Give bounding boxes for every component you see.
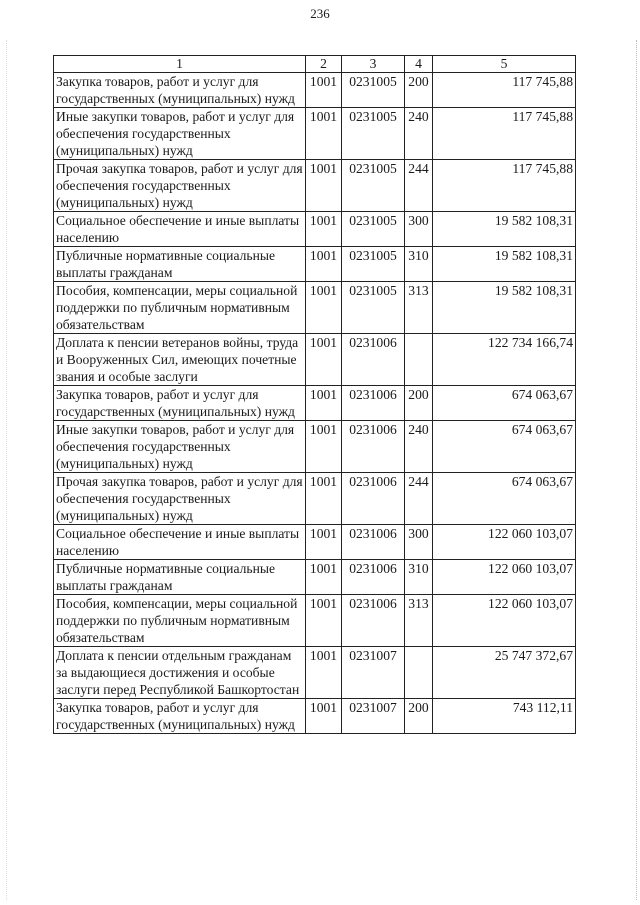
row-section-code: 1001 xyxy=(306,595,342,647)
column-header-2: 2 xyxy=(306,56,342,73)
row-target-code: 0231006 xyxy=(342,421,405,473)
row-section-code: 1001 xyxy=(306,212,342,247)
row-amount: 25 747 372,67 xyxy=(433,647,576,699)
row-description: Закупка товаров, работ и услуг для государственных (муниципальных) нужд xyxy=(54,699,306,734)
row-amount: 743 112,11 xyxy=(433,699,576,734)
row-expense-type: 300 xyxy=(405,525,433,560)
row-expense-type: 240 xyxy=(405,108,433,160)
row-expense-type: 310 xyxy=(405,560,433,595)
row-description: Иные закупки товаров, работ и услуг для обеспечения государственных (муниципальных) нужд xyxy=(54,108,306,160)
row-target-code: 0231005 xyxy=(342,282,405,334)
row-description: Социальное обеспечение и иные выплаты населению xyxy=(54,525,306,560)
row-section-code: 1001 xyxy=(306,647,342,699)
row-expense-type: 200 xyxy=(405,699,433,734)
table-row xyxy=(54,560,576,595)
page-number: 236 xyxy=(310,6,330,21)
table-row xyxy=(54,334,576,386)
row-target-code: 0231005 xyxy=(342,160,405,212)
row-expense-type: 313 xyxy=(405,282,433,334)
row-description: Закупка товаров, работ и услуг для государственных (муниципальных) нужд xyxy=(54,386,306,421)
row-description: Доплата к пенсии отдельным гражданам за выдающиеся достижения и особые заслуги перед Республикой Башкортостан xyxy=(54,647,306,699)
row-expense-type xyxy=(405,334,433,386)
row-amount: 19 582 108,31 xyxy=(433,212,576,247)
row-description: Закупка товаров, работ и услуг для государственных (муниципальных) нужд xyxy=(54,73,306,108)
row-expense-type: 200 xyxy=(405,73,433,108)
row-description: Иные закупки товаров, работ и услуг для обеспечения государственных (муниципальных) нужд xyxy=(54,421,306,473)
row-amount: 117 745,88 xyxy=(433,73,576,108)
column-header-4: 4 xyxy=(405,56,433,73)
table-row xyxy=(54,647,576,699)
row-target-code: 0231006 xyxy=(342,525,405,560)
table-row xyxy=(54,73,576,108)
row-target-code: 0231005 xyxy=(342,108,405,160)
row-target-code: 0231006 xyxy=(342,560,405,595)
row-amount: 122 060 103,07 xyxy=(433,560,576,595)
row-section-code: 1001 xyxy=(306,560,342,595)
row-section-code: 1001 xyxy=(306,699,342,734)
table-row xyxy=(54,699,576,734)
row-section-code: 1001 xyxy=(306,282,342,334)
row-target-code: 0231006 xyxy=(342,386,405,421)
table-body xyxy=(54,73,576,734)
table-row xyxy=(54,595,576,647)
table-row xyxy=(54,386,576,421)
row-amount: 122 060 103,07 xyxy=(433,595,576,647)
row-section-code: 1001 xyxy=(306,473,342,525)
row-target-code: 0231007 xyxy=(342,647,405,699)
row-amount: 19 582 108,31 xyxy=(433,247,576,282)
table-row xyxy=(54,212,576,247)
row-target-code: 0231005 xyxy=(342,247,405,282)
row-section-code: 1001 xyxy=(306,247,342,282)
row-expense-type: 244 xyxy=(405,473,433,525)
table-header-row xyxy=(54,56,576,73)
row-expense-type: 313 xyxy=(405,595,433,647)
table-row xyxy=(54,247,576,282)
scan-edge-right xyxy=(634,40,637,900)
row-expense-type: 310 xyxy=(405,247,433,282)
row-amount: 674 063,67 xyxy=(433,473,576,525)
row-amount: 19 582 108,31 xyxy=(433,282,576,334)
column-header-3: 3 xyxy=(342,56,405,73)
row-amount: 122 060 103,07 xyxy=(433,525,576,560)
budget-table xyxy=(53,55,576,734)
row-expense-type: 200 xyxy=(405,386,433,421)
row-expense-type: 244 xyxy=(405,160,433,212)
table-row xyxy=(54,525,576,560)
row-target-code: 0231007 xyxy=(342,699,405,734)
table-row xyxy=(54,282,576,334)
row-expense-type: 300 xyxy=(405,212,433,247)
row-amount: 674 063,67 xyxy=(433,421,576,473)
row-section-code: 1001 xyxy=(306,334,342,386)
row-amount: 674 063,67 xyxy=(433,386,576,421)
row-amount: 122 734 166,74 xyxy=(433,334,576,386)
column-header-1: 1 xyxy=(54,56,306,73)
scan-edge-left xyxy=(6,40,9,900)
row-description: Социальное обеспечение и иные выплаты населению xyxy=(54,212,306,247)
table-row xyxy=(54,473,576,525)
row-description: Публичные нормативные социальные выплаты гражданам xyxy=(54,247,306,282)
row-description: Доплата к пенсии ветеранов войны, труда и Вооруженных Сил, имеющих почетные звания и особые заслуги xyxy=(54,334,306,386)
row-description: Прочая закупка товаров, работ и услуг для обеспечения государственных (муниципальных) нужд xyxy=(54,160,306,212)
row-target-code: 0231006 xyxy=(342,595,405,647)
row-target-code: 0231005 xyxy=(342,73,405,108)
row-target-code: 0231006 xyxy=(342,334,405,386)
row-description: Пособия, компенсации, меры социальной поддержки по публичным нормативным обязательствам xyxy=(54,595,306,647)
row-target-code: 0231006 xyxy=(342,473,405,525)
row-section-code: 1001 xyxy=(306,108,342,160)
row-target-code: 0231005 xyxy=(342,212,405,247)
table-row xyxy=(54,160,576,212)
row-amount: 117 745,88 xyxy=(433,108,576,160)
row-section-code: 1001 xyxy=(306,160,342,212)
column-header-5: 5 xyxy=(433,56,576,73)
row-section-code: 1001 xyxy=(306,386,342,421)
row-description: Пособия, компенсации, меры социальной поддержки по публичным нормативным обязательствам xyxy=(54,282,306,334)
row-amount: 117 745,88 xyxy=(433,160,576,212)
row-expense-type: 240 xyxy=(405,421,433,473)
row-section-code: 1001 xyxy=(306,525,342,560)
table-row xyxy=(54,108,576,160)
row-section-code: 1001 xyxy=(306,73,342,108)
row-section-code: 1001 xyxy=(306,421,342,473)
row-description: Прочая закупка товаров, работ и услуг для обеспечения государственных (муниципальных) нужд xyxy=(54,473,306,525)
table-row xyxy=(54,421,576,473)
row-expense-type xyxy=(405,647,433,699)
row-description: Публичные нормативные социальные выплаты гражданам xyxy=(54,560,306,595)
